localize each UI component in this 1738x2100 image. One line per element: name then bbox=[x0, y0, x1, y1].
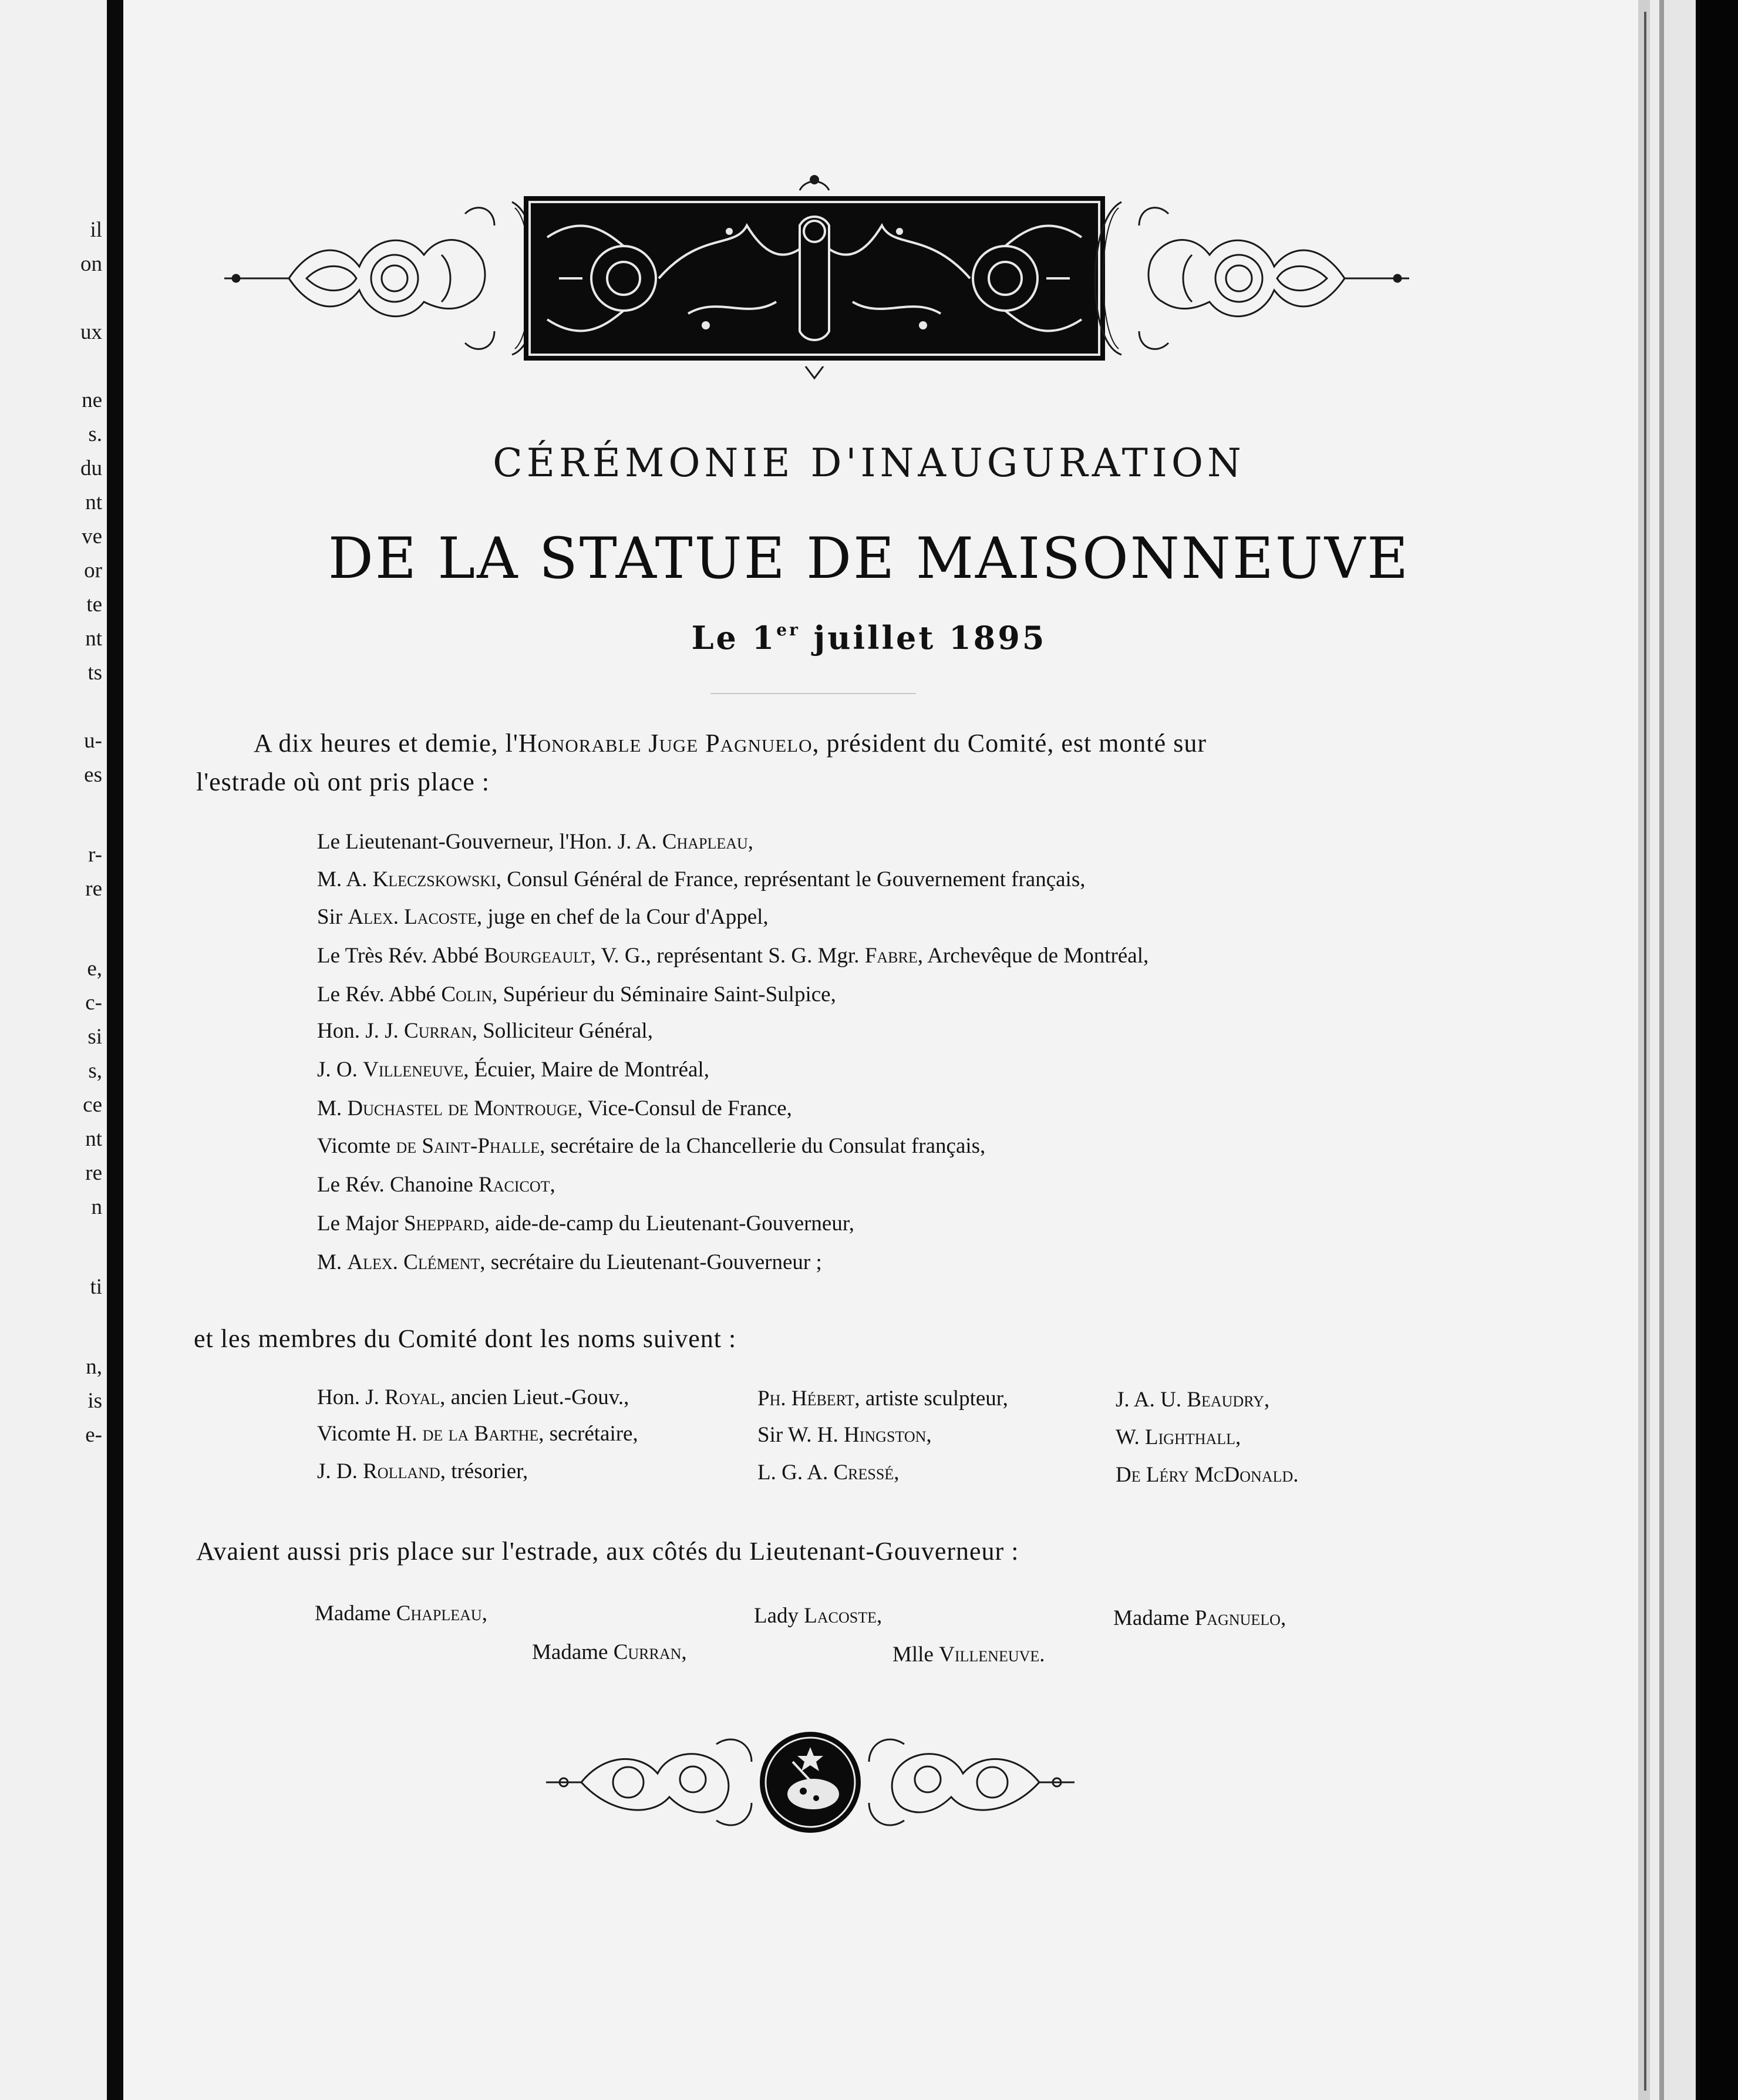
date-suffix: juillet 1895 bbox=[800, 619, 1047, 657]
committee-member bbox=[317, 1459, 528, 1484]
dignitary-text: J. O. bbox=[317, 1058, 363, 1082]
date-prefix: Le 1 bbox=[691, 619, 777, 657]
member-name: Ph. Hébert bbox=[757, 1386, 855, 1411]
lady-text: . bbox=[1039, 1643, 1045, 1667]
dignitary-line bbox=[317, 982, 836, 1007]
member-text: , ancien Lieut.-Gouv., bbox=[440, 1385, 629, 1409]
member-text: , bbox=[1235, 1425, 1241, 1449]
dignitary-name: Alex. Clément bbox=[347, 1250, 480, 1274]
dignitary-text: M. A. bbox=[317, 867, 373, 891]
dignitary-name: Chapleau bbox=[662, 830, 748, 854]
dignitary-name: Curran bbox=[404, 1019, 472, 1043]
left-page-fragment: s, bbox=[88, 1059, 102, 1083]
member-text: , artiste sculpteur, bbox=[854, 1386, 1008, 1411]
dignitary-text: , V. G., représentant S. G. Mgr. bbox=[590, 944, 865, 968]
lady-entry bbox=[315, 1601, 487, 1626]
member-text: J. A. U. bbox=[1116, 1388, 1187, 1412]
dignitary-text: , secrétaire du Lieutenant-Gouverneur ; bbox=[480, 1250, 822, 1274]
dignitary-name: Alex. Lacoste bbox=[348, 905, 477, 929]
dignitary-name: Colin bbox=[441, 982, 493, 1007]
member-name: Royal bbox=[385, 1385, 440, 1409]
ladies-intro: Avaient aussi pris place sur l'estrade, aux côtés du Lieutenant-Gouverneur : bbox=[196, 1537, 1019, 1566]
left-page-fragment: or bbox=[84, 558, 102, 583]
lady-name: Villeneuve bbox=[939, 1643, 1040, 1667]
dignitary-line bbox=[317, 1211, 854, 1236]
intro-text: A dix heures et demie, l' bbox=[254, 729, 518, 758]
lady-name: Curran bbox=[613, 1640, 682, 1664]
dignitary-line bbox=[317, 1172, 555, 1197]
member-text: , bbox=[926, 1423, 932, 1447]
left-page-fragment: si bbox=[87, 1025, 102, 1049]
divider bbox=[710, 693, 916, 694]
committee-member bbox=[757, 1386, 1008, 1411]
committee-member bbox=[1116, 1387, 1269, 1412]
dignitary-line bbox=[317, 1133, 985, 1159]
member-text: , secrétaire, bbox=[538, 1422, 638, 1446]
committee-member bbox=[757, 1460, 899, 1485]
dignitary-text: , Solliciteur Général, bbox=[471, 1019, 653, 1043]
dignitary-text: , juge en chef de la Cour d'Appel, bbox=[476, 905, 769, 929]
dignitary-text: M. bbox=[317, 1096, 348, 1120]
title-line-1: CÉRÉMONIE D'INAUGURATION bbox=[493, 440, 1245, 486]
dignitary-line bbox=[317, 867, 1085, 892]
dignitary-name: Fabre bbox=[864, 944, 918, 968]
lady-text: , bbox=[681, 1640, 687, 1664]
page-edge bbox=[1659, 0, 1664, 2100]
left-page-fragment: u- bbox=[84, 729, 102, 753]
dignitary-text: , bbox=[550, 1173, 555, 1197]
left-page-fragment: r- bbox=[88, 843, 102, 867]
left-page-fragment: re bbox=[85, 1161, 102, 1185]
left-page-fragment: n, bbox=[86, 1355, 102, 1379]
lady-entry bbox=[532, 1640, 687, 1665]
left-page-fragment: nt bbox=[85, 627, 102, 651]
lady-entry bbox=[754, 1603, 882, 1628]
left-page-fragment: il bbox=[90, 218, 102, 242]
member-name: Cressé bbox=[833, 1460, 894, 1485]
left-page-fragment: nt bbox=[85, 490, 102, 514]
dignitary-text: Vicomte bbox=[317, 1134, 396, 1158]
left-page-fragment: c- bbox=[85, 991, 102, 1015]
headpiece-ornament-icon bbox=[218, 167, 1415, 402]
intro-text: , président du Comité, est monté sur bbox=[812, 729, 1207, 758]
left-page-fragment: on bbox=[80, 252, 102, 276]
dignitary-text: , Supérieur du Séminaire Saint-Sulpice, bbox=[492, 982, 836, 1007]
lady-entry bbox=[892, 1642, 1045, 1667]
title-line-2: DE LA STATUE DE MAISONNEUVE bbox=[328, 526, 1410, 591]
dignitary-name: Sheppard bbox=[403, 1211, 484, 1236]
left-page-fragment: n bbox=[91, 1195, 102, 1219]
dignitary-text: Le Rév. Chanoine bbox=[317, 1173, 479, 1197]
dignitary-text: M. bbox=[317, 1250, 348, 1274]
dignitary-text: Le Lieutenant-Gouverneur, l'Hon. J. A. bbox=[317, 830, 662, 854]
dignitary-line bbox=[317, 1057, 709, 1082]
lady-text: Lady bbox=[754, 1604, 804, 1628]
lady-text: , bbox=[481, 1601, 487, 1626]
committee-member bbox=[1116, 1425, 1241, 1450]
dignitary-line bbox=[317, 1096, 792, 1121]
tailpiece-ornament-icon bbox=[540, 1721, 1080, 1856]
committee-member bbox=[317, 1385, 629, 1410]
dignitary-line bbox=[317, 943, 1148, 968]
intro-line-2: l'estrade où ont pris place : bbox=[196, 768, 490, 796]
dignitary-text: Le Très Rév. Abbé bbox=[317, 944, 484, 968]
left-page-fragment: ne bbox=[82, 388, 102, 412]
member-name: De Léry McDonald bbox=[1116, 1463, 1294, 1487]
dignitary-text: Le Rév. Abbé bbox=[317, 982, 442, 1007]
member-text: . bbox=[1293, 1463, 1299, 1487]
lady-text: Madame bbox=[1113, 1606, 1195, 1630]
left-page-fragment: is bbox=[87, 1389, 102, 1413]
dignitary-name: de Saint-Phalle bbox=[396, 1134, 540, 1158]
lady-entry bbox=[1113, 1606, 1286, 1631]
dignitary-text: Sir bbox=[317, 905, 348, 929]
left-page-fragment: e- bbox=[85, 1423, 102, 1447]
intro-name: Honorable Juge Pagnuelo bbox=[518, 729, 813, 758]
left-page-fragment: te bbox=[86, 593, 102, 617]
member-name: de la Barthe bbox=[422, 1422, 539, 1446]
committee-member bbox=[317, 1421, 638, 1446]
left-page-fragment: ti bbox=[90, 1275, 102, 1299]
left-page-fragment: ve bbox=[82, 524, 102, 548]
left-page-fragment: ux bbox=[80, 320, 102, 344]
lady-text: , bbox=[877, 1604, 883, 1628]
left-page-fragment: e, bbox=[87, 957, 102, 981]
lady-name: Chapleau bbox=[396, 1601, 482, 1626]
dignitary-text: Hon. J. J. bbox=[317, 1019, 405, 1043]
member-text: J. D. bbox=[317, 1459, 363, 1483]
left-facing-page bbox=[0, 0, 107, 2100]
dignitary-name: Bourgeault bbox=[484, 944, 591, 968]
dignitary-text: , secrétaire de la Chancellerie du Consulat français, bbox=[540, 1134, 986, 1158]
committee-member bbox=[1116, 1462, 1298, 1488]
dignitary-name: Villeneuve bbox=[363, 1058, 464, 1082]
dignitary-line bbox=[317, 829, 753, 854]
left-page-fragment: es bbox=[84, 763, 102, 787]
member-text: Hon. J. bbox=[317, 1385, 385, 1409]
dignitary-line bbox=[317, 904, 769, 930]
left-page-fragment: ce bbox=[83, 1093, 102, 1117]
dignitary-name: Duchastel de Montrouge bbox=[347, 1096, 577, 1120]
dignitary-name: Racicot bbox=[479, 1173, 550, 1197]
dignitary-text: , Vice-Consul de France, bbox=[577, 1096, 792, 1120]
lady-name: Lacoste bbox=[804, 1604, 877, 1628]
member-name: Lighthall bbox=[1145, 1425, 1236, 1449]
member-name: Beaudry bbox=[1187, 1388, 1264, 1412]
member-text: , trésorier, bbox=[440, 1459, 528, 1483]
dignitary-text: , bbox=[747, 830, 754, 854]
lady-text: Mlle bbox=[892, 1643, 939, 1667]
member-text: L. G. A. bbox=[757, 1460, 834, 1485]
left-page-fragment: s. bbox=[88, 422, 102, 446]
dignitary-line bbox=[317, 1250, 822, 1275]
committee-member bbox=[757, 1422, 932, 1448]
lady-text: , bbox=[1280, 1606, 1286, 1630]
page-edge bbox=[1650, 0, 1659, 2100]
member-text: , bbox=[1264, 1388, 1270, 1412]
page-edge bbox=[1664, 0, 1696, 2100]
member-text: Vicomte H. bbox=[317, 1422, 423, 1446]
date-ordinal: er bbox=[776, 620, 800, 640]
left-page-fragment: re bbox=[85, 877, 102, 901]
committee-intro: et les membres du Comité dont les noms suivent : bbox=[194, 1324, 737, 1353]
lady-text: Madame bbox=[315, 1601, 396, 1626]
date-line bbox=[0, 619, 1738, 657]
lady-name: Pagnuelo bbox=[1194, 1606, 1281, 1630]
dignitary-text: , Consul Général de France, représentant le Gouvernement français, bbox=[496, 867, 1086, 891]
dignitary-text: Le Major bbox=[317, 1211, 404, 1236]
page-edge-shadow bbox=[1644, 12, 1646, 2091]
dignitary-text: , aide-de-camp du Lieutenant-Gouverneur, bbox=[484, 1211, 854, 1236]
book-gutter bbox=[107, 0, 123, 2100]
dignitary-text: , Écuier, Maire de Montréal, bbox=[463, 1058, 709, 1082]
member-name: Hingston bbox=[844, 1423, 927, 1447]
left-page-fragment: du bbox=[80, 456, 102, 480]
member-name: Rolland bbox=[363, 1459, 440, 1483]
lady-text: Madame bbox=[532, 1640, 614, 1664]
member-text: Sir W. H. bbox=[757, 1423, 844, 1447]
dignitary-text: , Archevêque de Montréal, bbox=[917, 944, 1149, 968]
member-text: , bbox=[894, 1460, 900, 1485]
intro-line-1 bbox=[254, 728, 1207, 758]
dignitary-name: Kleczskowski bbox=[372, 867, 496, 891]
left-page-fragment: ts bbox=[87, 661, 102, 685]
member-text: W. bbox=[1116, 1425, 1146, 1449]
dignitary-line bbox=[317, 1018, 653, 1044]
scan-border bbox=[1696, 0, 1738, 2100]
left-page-fragment: nt bbox=[85, 1127, 102, 1151]
